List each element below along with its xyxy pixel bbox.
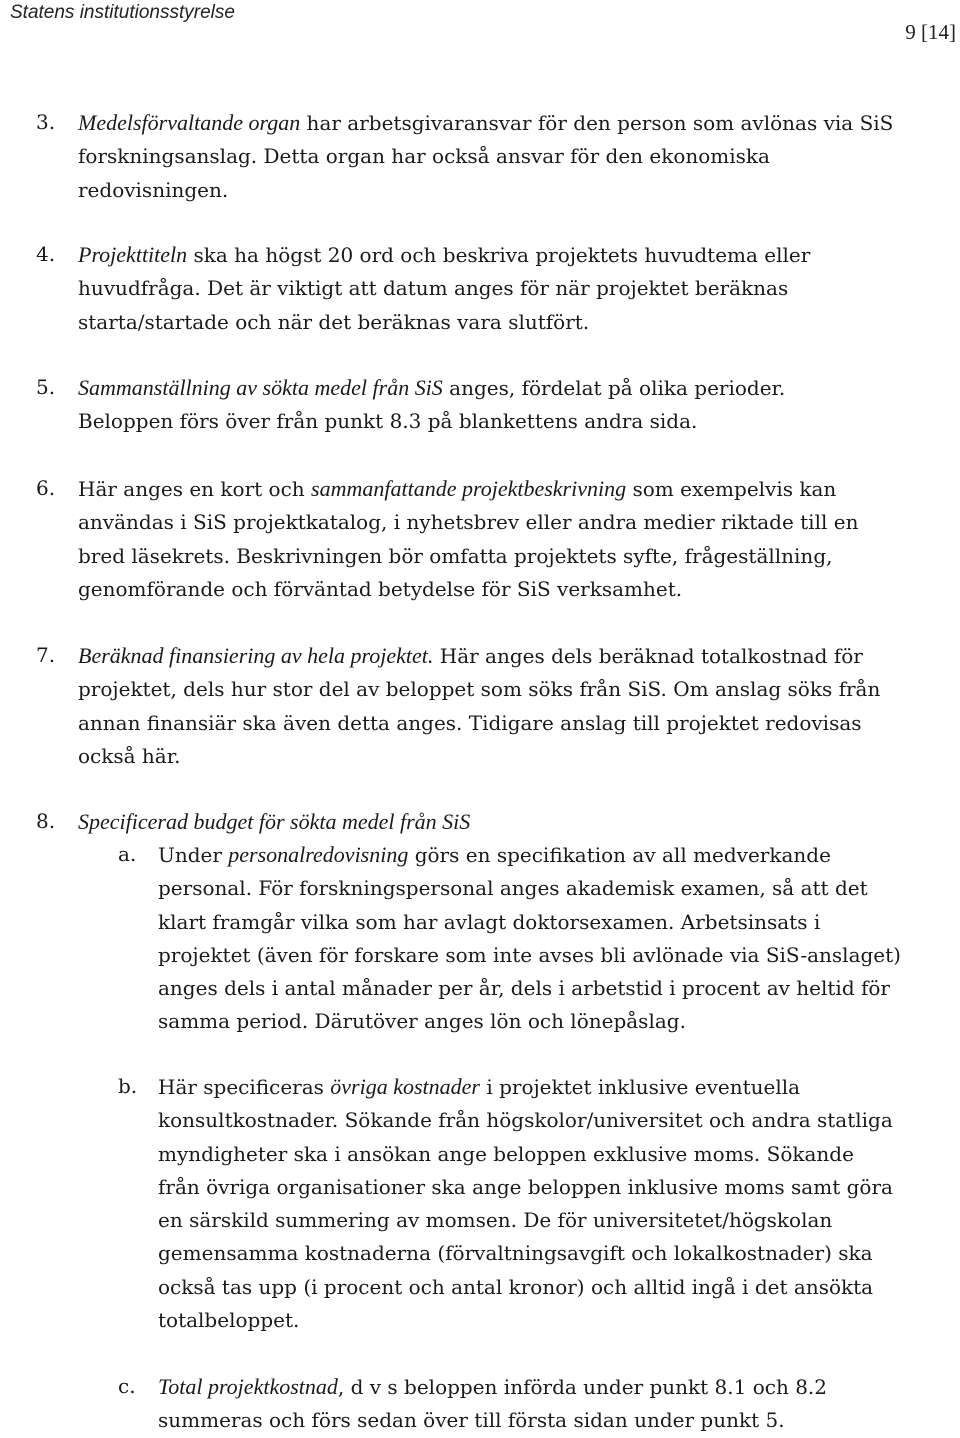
item-emphasis: sammanfattande projektbeskrivning — [311, 476, 627, 501]
item-line: genomförande och förväntad betydelse för SiS verksamhet. — [78, 576, 683, 601]
item-line: starta/startade och när det beräknas vara slutfört. — [78, 309, 590, 334]
item-line: bred läsekrets. Beskrivningen bör omfatta projektets syfte, frågeställning, — [78, 543, 833, 568]
item-body — [78, 472, 958, 606]
item-number: 3. — [36, 110, 56, 134]
item-number: 6. — [36, 476, 56, 500]
item-number: b. — [118, 1074, 138, 1098]
item-emphasis: Sammanställning av sökta medel från SiS — [78, 375, 443, 400]
item-line: Total projektkostnad, d v s beloppen införda under punkt 8.1 och 8.2 — [158, 1374, 828, 1399]
item-body — [158, 838, 958, 1039]
item-body — [78, 371, 958, 439]
page-number: 9 [14] — [905, 20, 956, 44]
agency-header: Statens institutionsstyrelse — [10, 2, 235, 23]
item-line: projektet, dels hur stor del av beloppet som söks från SiS. Om anslag söks från — [78, 677, 881, 702]
item-number: 4. — [36, 242, 56, 266]
item-emphasis: Medelsförvaltande organ — [78, 110, 301, 135]
item-line: Sammanställning av sökta medel från SiS anges, fördelat på olika perioder. — [78, 375, 786, 400]
item-emphasis: Beräknad finansiering av hela projektet. — [78, 643, 434, 668]
item-line: klart framgår vilka som har avlagt doktorsexamen. Arbetsinsats i — [158, 909, 821, 934]
item-line: konsultkostnader. Sökande från högskolor/universitet och andra statliga — [158, 1108, 893, 1133]
item-body — [78, 639, 958, 773]
item-line: Projekttiteln ska ha högst 20 ord och beskriva projektets huvudtema eller — [78, 242, 811, 267]
item-line: Under personalredovisning görs en specifikation av all medverkande — [158, 842, 831, 867]
item-emphasis: Projekttiteln — [78, 242, 188, 267]
item-line: projektet (även för forskare som inte avses bli avlönade via SiS-anslaget) — [158, 942, 901, 967]
item-line: Här specificeras övriga kostnader i projektet inklusive eventuella — [158, 1074, 801, 1099]
item-line: huvudfråga. Det är viktigt att datum anges för när projektet beräknas — [78, 276, 789, 301]
item-line: personal. För forskningspersonal anges akademisk examen, så att det — [158, 876, 868, 901]
item-line: gemensamma kostnaderna (förvaltningsavgift och lokalkostnader) ska — [158, 1241, 873, 1266]
item-emphasis: övriga kostnader — [330, 1074, 480, 1099]
item-line: summeras och förs sedan över till första sidan under punkt 5. — [158, 1408, 785, 1433]
item-line: också tas upp (i procent och antal kronor) och alltid ingå i det ansökta — [158, 1274, 874, 1299]
item-emphasis: personalredovisning — [228, 842, 409, 867]
item-line: annan finansiär ska även detta anges. Tidigare anslag till projektet redovisas — [78, 710, 862, 735]
item-number: a. — [118, 842, 137, 866]
item-line: användas i SiS projektkatalog, i nyhetsbrev eller andra medier riktade till en — [78, 510, 859, 535]
item-line: forskningsanslag. Detta organ har också ansvar för den ekonomiska — [78, 144, 770, 169]
item-line: Beräknad finansiering av hela projektet. Här anges dels beräknad totalkostnad för — [78, 643, 863, 668]
item-line — [78, 805, 958, 839]
item-line: Här anges en kort och sammanfattande projektbeskrivning som exempelvis kan — [78, 476, 837, 501]
item-line: en särskild summering av momsen. De för universitetet/högskolan — [158, 1208, 833, 1233]
item-number: c. — [118, 1374, 136, 1398]
item-line: från övriga organisationer ska ange beloppen inklusive moms samt göra — [158, 1174, 893, 1199]
item-line: samma period. Därutöver anges lön och lönepåslag. — [158, 1009, 686, 1034]
item-emphasis: Specificerad budget för sökta medel från SiS — [78, 809, 471, 834]
item-number: 8. — [36, 809, 56, 833]
item-line: Medelsförvaltande organ har arbetsgivaransvar för den person som avlönas via SiS — [78, 110, 894, 135]
item-body — [78, 238, 958, 339]
item-line: anges dels i antal månader per år, dels i arbetstid i procent av heltid för — [158, 976, 890, 1001]
item-body — [78, 106, 958, 207]
item-line: också här. — [78, 743, 181, 768]
item-line: totalbeloppet. — [158, 1308, 300, 1333]
item-number: 7. — [36, 643, 56, 667]
item-line: myndigheter ska i ansökan ange beloppen exklusive moms. Sökande — [158, 1141, 854, 1166]
item-line: Beloppen förs över från punkt 8.3 på blankettens andra sida. — [78, 409, 698, 434]
item-body — [78, 805, 958, 839]
item-number: 5. — [36, 375, 56, 399]
item-body — [158, 1070, 958, 1337]
item-body — [158, 1370, 958, 1438]
item-emphasis: Total projektkostnad — [158, 1374, 338, 1399]
item-line: redovisningen. — [78, 177, 229, 202]
